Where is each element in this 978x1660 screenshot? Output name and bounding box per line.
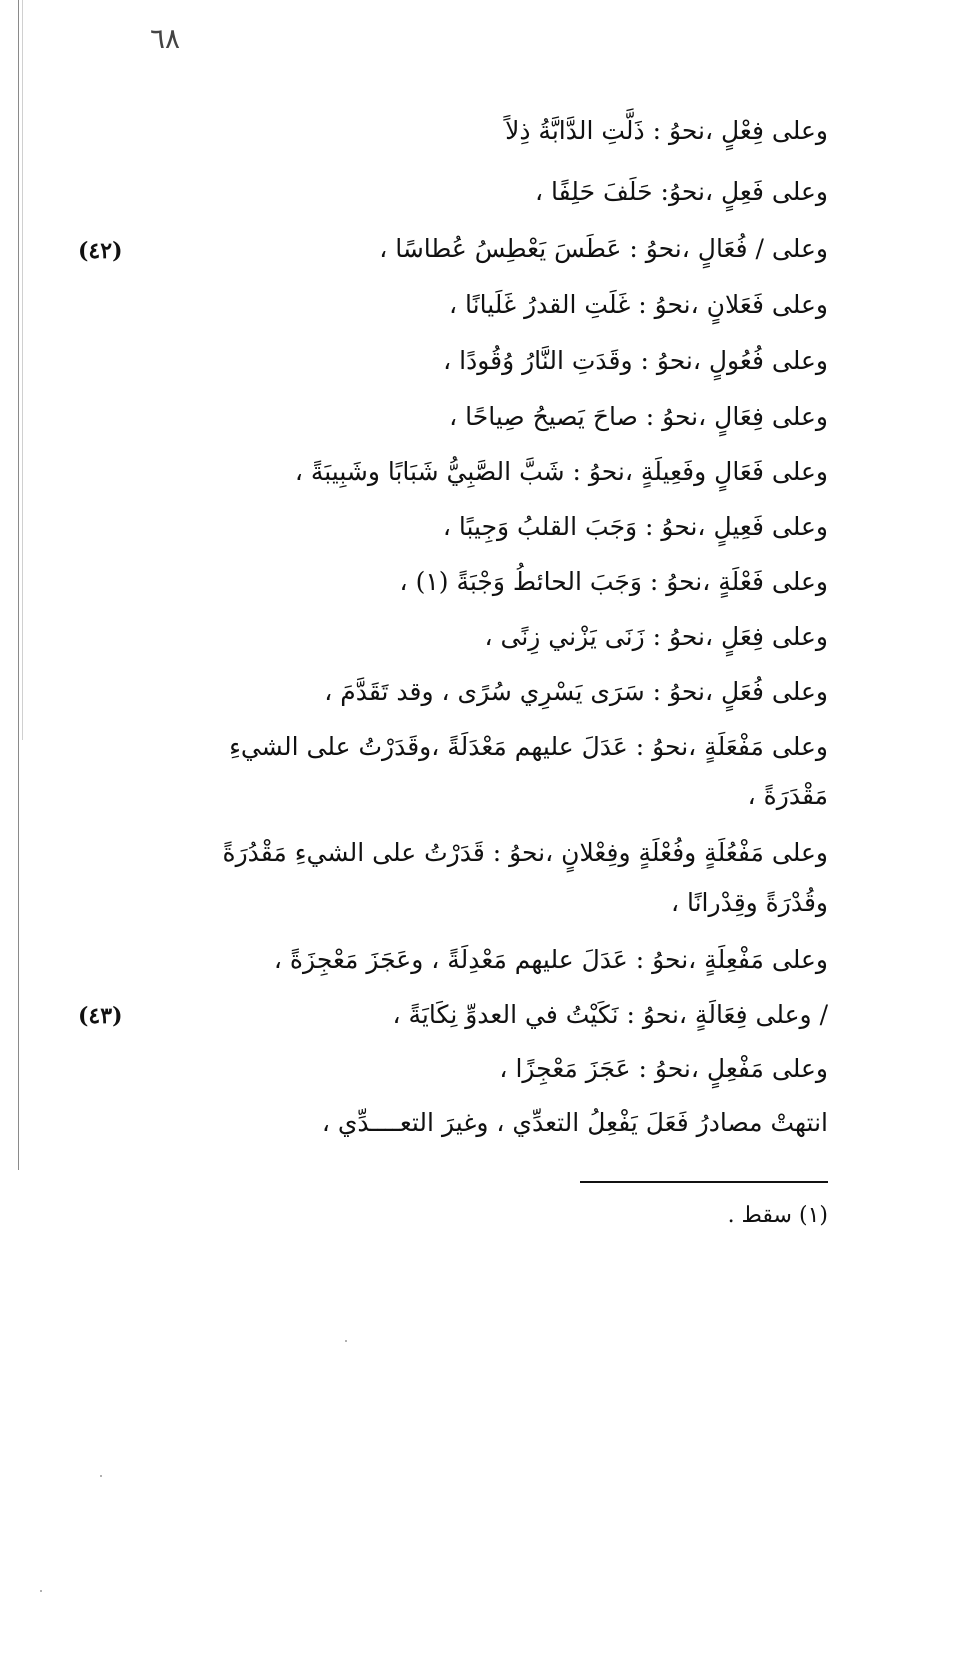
text-line-6: وعلى فِعَالٍ ،نحوُ : صاحَ يَصيحُ صِياحًا ، bbox=[449, 402, 828, 431]
text-line-19: انتهتْ مصادرُ فَعَلَ يَفْعِلُ التعدِّي ، وغيرَ التعــــدِّي ، bbox=[321, 1108, 828, 1137]
text-line-10: وعلى فِعَلٍ ،نحوُ : زَنَى يَزْني زِنًى ، bbox=[484, 622, 828, 651]
text-line-11: وعلى فُعَلٍ ،نحوُ : سَرَى يَسْرِي سُرًى ، وقد تَقَدَّمَ ، bbox=[324, 677, 828, 706]
page-edge-left-inner bbox=[22, 0, 23, 740]
margin-marker-43: (٤٣) bbox=[78, 1003, 123, 1029]
margin-marker-42: (٤٢) bbox=[78, 238, 123, 264]
text-line-8: وعلى فَعِيلٍ ،نحوُ : وَجَبَ القلبُ وَجِيبًا ، bbox=[442, 512, 828, 541]
text-line-2: وعلى فَعِلٍ ،نحوُ: حَلَفَ حَلِفًا ، bbox=[535, 177, 828, 206]
text-line-17: / وعلى فِعَالَةٍ ،نحوُ : نَكَيْتُ في العدوِّ نِكَايَةً ، bbox=[392, 1000, 828, 1029]
text-line-7: وعلى فَعَالٍ وفَعِيلَةٍ ،نحوُ : شَبَّ الصَّبِيُّ شَبَابًا وشَبِيبَةً ، bbox=[294, 457, 828, 486]
text-line-3: وعلى / فُعَالٍ ،نحوُ : عَطَسَ يَعْطِسُ عُطاسًا ، bbox=[379, 234, 828, 263]
page-edge-left bbox=[18, 0, 19, 1170]
text-line-4: وعلى فَعَلانٍ ،نحوُ : غَلَتِ القدرُ غَلَيانًا ، bbox=[449, 290, 828, 319]
text-line-9: وعلى فَعْلَةٍ ،نحوُ : وَجَبَ الحائطُ وَجْبَةً (١) ، bbox=[399, 567, 828, 596]
text-line-14: وعلى مَفْعُلَةٍ وفُعْلَةٍ وفِعْلانٍ ،نحوُ : قَدَرْتُ على الشيءِ مَقْدُرَةً bbox=[222, 838, 828, 867]
footnote: (١) سقط . bbox=[727, 1203, 828, 1228]
text-line-5: وعلى فُعُولٍ ،نحوُ : وقَدَتِ النَّارُ وُقُودًا ، bbox=[443, 346, 828, 375]
scan-speck bbox=[345, 1340, 347, 1342]
text-line-12: وعلى مَفْعَلَةٍ ،نحوُ : عَدَلَ عليهم مَعْدَلَةً ،وقَدَرْتُ على الشيءِ bbox=[229, 732, 828, 761]
text-line-16: وعلى مَفْعِلَةٍ ،نحوُ : عَدَلَ عليهم مَعْدِلَةً ، وعَجَزَ مَعْجِزَةً ، bbox=[273, 945, 828, 974]
text-line-18: وعلى مَفْعِلٍ ،نحوُ : عَجَزَ مَعْجِزًا ، bbox=[499, 1054, 828, 1083]
page-number: ٦٨ bbox=[150, 22, 181, 55]
text-line-15: وقُدْرَةً وقِدْرانًا ، bbox=[670, 888, 828, 917]
text-line-1: وعلى فِعْلٍ ،نحوُ : ذَلَّتِ الدَّابَّةُ ذِلاً bbox=[505, 116, 828, 145]
scan-speck bbox=[40, 1590, 42, 1592]
text-line-13: مَقْدَرَةً ، bbox=[747, 781, 828, 810]
footnote-separator bbox=[580, 1181, 828, 1183]
scan-speck bbox=[100, 1475, 102, 1477]
